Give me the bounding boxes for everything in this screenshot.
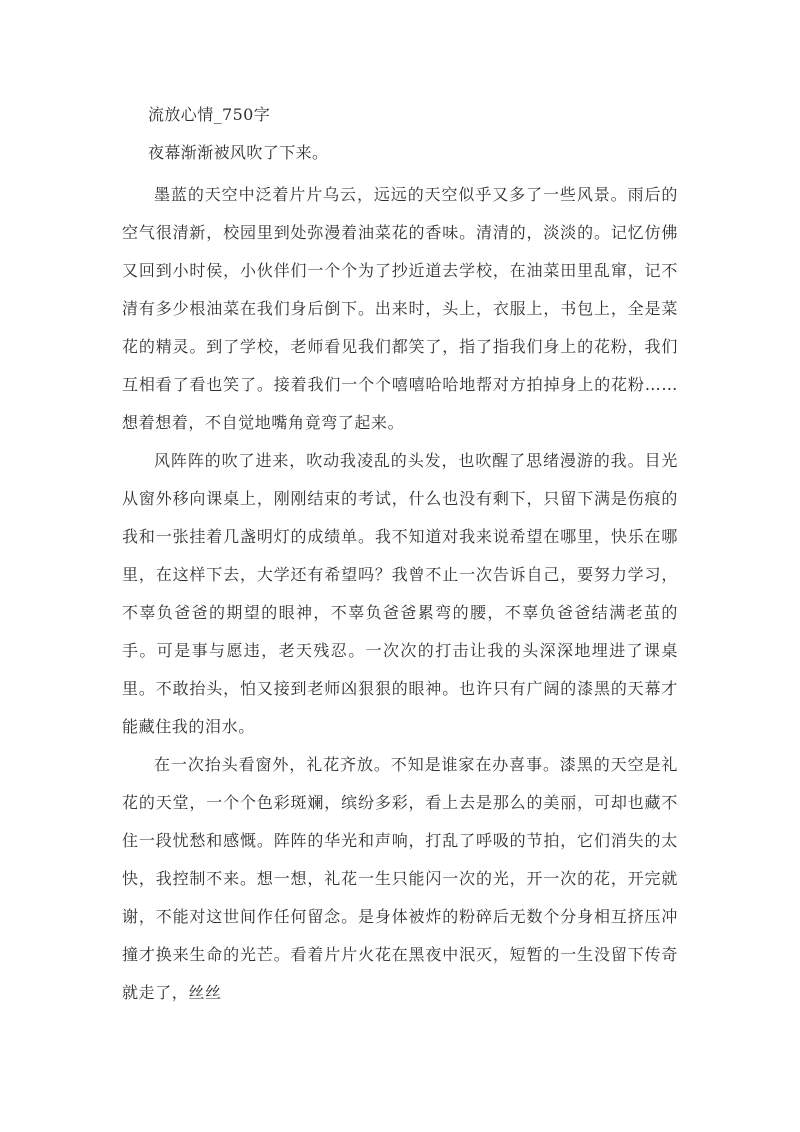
body-paragraph-1: 墨蓝的天空中泛着片片乌云，远远的天空似乎又多了一些风景。雨后的空气很清新，校园里到处弥漫着油菜花的香味。清清的，淡淡的。记忆仿佛又回到小时侯，小伙伴们一个个为了抄近道去学校，在油菜田里乱窜，记不清有多少根油菜在我们身后倒下。出来时，头上，衣服上，书包上，全是菜花的精灵。到了学校，老师看见我们都笑了，指了指我们身上的花粉，我们互相看了看也笑了。接着我们一个个嘻嘻哈哈地帮对方拍掉身上的花粉……想着想着，不自觉地嘴角竟弯了起来。 [122, 185, 678, 432]
body-paragraph-3: 在一次抬头看窗外，礼花齐放。不知是谁家在办喜事。漆黑的天空是礼花的天堂，一个个色彩斑斓，缤纷多彩，看上去是那么的美丽，可却也藏不住一段忧愁和感慨。阵阵的华光和声响，打乱了呼吸的节拍，它们消失的太快，我控制不来。想一想，礼花一生只能闪一次的光，开一次的花，开完就谢，不能对这世间作任何留念。是身体被炸的粉碎后无数个分身相互挤压冲撞才换来生命的光芒。看着片片火花在黑夜中泯灭，短暂的一生没留下传奇就走了，丝丝 [122, 755, 678, 1002]
document-lead-line: 夜幕渐渐被风吹了下来。 [148, 143, 329, 162]
body-paragraph-2: 风阵阵的吹了进来，吹动我凌乱的头发，也吹醒了思绪漫游的我。目光从窗外移向课桌上，刚刚结束的考试，什么也没有剩下，只留下满是伤痕的我和一张挂着几盏明灯的成绩单。我不知道对我来说希望在哪里，快乐在哪里，在这样下去，大学还有希望吗？我曾不止一次告诉自己，要努力学习，不辜负爸爸的期望的眼神，不辜负爸爸累弯的腰，不辜负爸爸结满老茧的手。可是事与愿违，老天残忍。一次次的打击让我的头深深地埋进了课桌里。不敢抬头，怕又接到老师凶狠狠的眼神。也许只有广阔的漆黑的天幕才能藏住我的泪水。 [122, 451, 678, 736]
document-body [122, 96, 678, 1012]
document-title: 流放心情_750字 [148, 105, 271, 124]
